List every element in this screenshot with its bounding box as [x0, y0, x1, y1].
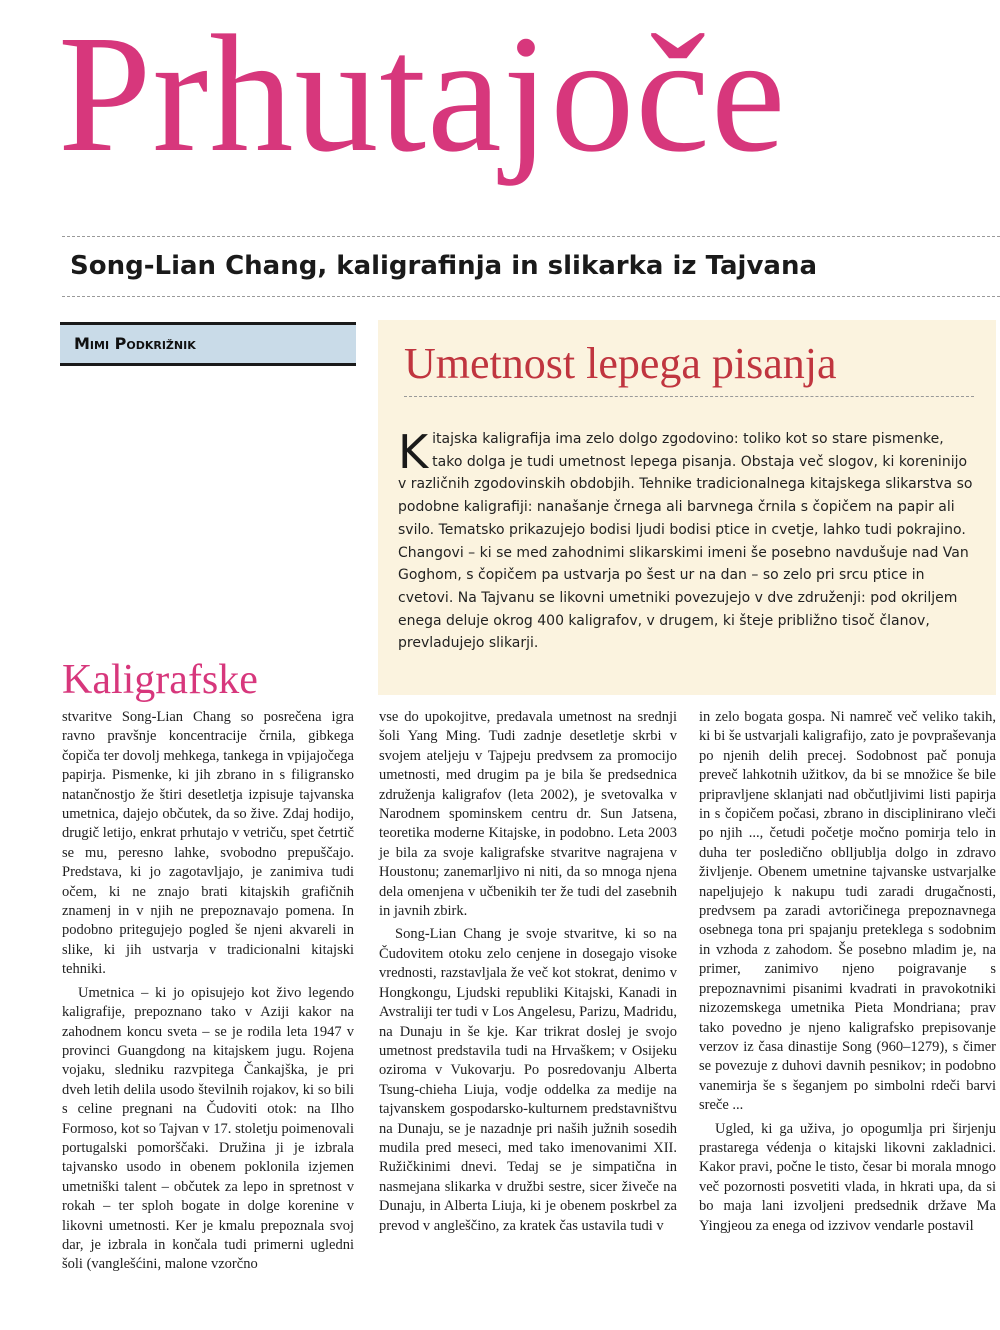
- article-column-3: [699, 708, 996, 1240]
- divider-subtitle: [62, 296, 1000, 297]
- sidebar-body: itajska kaligrafija ima zelo dolgo zgodovino: toliko kot so stare pismenke, tako dolga je tudi umetnost lepega pisanja. Obstaja več slogov, ki koreninijo v različnih zgodovinskih obdobjih. Tehnike tradicionalnega kitajskega slikarstva so podobne kaligrafiji: nanašanje črnega ali barvnega črnila s čopičem na papir ali svilo. Tematsko prikazujejo bodisi ljudi bodisi ptice in cvetje, lahko tudi pokrajino. Changovi – ki se med zahodnimi slikarskimi imeni še posebno navdušuje nad Van Goghom, s čopičem pa ustvarja po šest ur na dan – so zelo pri srcu ptice in cvetovi. Na Tajvanu se likovni umetniki povezujejo v dve združenji: pod okriljem enega deluje okrog 400 kaligrafov, v drugem, ki šteje približno tisoč članov, prevladujejo slikarji.: [398, 431, 973, 652]
- divider-top: [62, 236, 1000, 237]
- paragraph: vse do upokojitve, predavala umetnost na srednji šoli Yang Ming. Tudi zadnje desetletje skrbi v svojem ateljeju v Tajpeju predvsem za promocijo umetnosti, med drugim pa je bila še predsednica združenja kaligrafov (leta 2002), je svetovalka v Narodnem spominskem centru dr. Sun Jatsena, teoretika moderne Kitajske, in podobno. Leta 2003 je bila za svoje kaligrafske stvaritve nagrajena v Houstonu; zanemarljivo ni niti, da so mnoga njena dela omenjena v učbenikih ter že tudi del zasebnih in javnih zbirk.: [379, 709, 677, 920]
- paragraph: Song-Lian Chang je svoje stvaritve, ki so na Čudovitem otoku zelo cenjene in dosegajo visoke vrednosti, razstavljala že več kot stokrat, denimo v Hongkongu, Ljudski republiki Kitajski, Kanadi in Avstraliji ter tudi v Los Angelesu, Parizu, Madridu, na Dunaju in še kje. Kar trikrat doslej je svojo umetnost predstavila tudi na Hrvaškem; v Osijeku oziroma v Vukovarju. Po posredovanju Alberta Tsung-chieha Liuja, vodje oddelka za medije na tajvanskem gospodarsko-kulturnem predstavništvu na Dunaju, se je nazadnje pri naših južnih sosedih mudila pred meseci, med tako imenovanimi XII. Ružičkinimi dnevi. Tedaj se je simpatična in nasmejana slikarka v družbi sestre, sicer živeče na Dunaju, in Alberta Liuja, ki je obenem poskrbel za prevod v angleščino, za kratek čas ustavila tudi v: [379, 926, 677, 1234]
- sidebar-box: [378, 320, 996, 695]
- paragraph: in zelo bogata gospa. Ni namreč več veliko takih, ki bi še ustvarjali kaligrafijo, zato je povpraševanja po njenih delih precej. Sodobnost pač ponuja preveč lahkotnih užitkov, da bi se množice še bile pripravljene sklanjati nad občutljivimi listi papirja in s čopičem počasi, zbrano in disciplinirano vleči po njih ..., četudi početje močno pomirja telo in duha ter posledično oblljublja dolgo in zdravo življenje. Obenem umetnine tajvanske ustvarjalke napeljujejo k nakupu tudi zaradi drugačnosti, predvsem pa zaradi avtoričinega prepoznavnega osebnega tona pri spajanju preteklega s sodobnim in vzhoda z zahodom. Še posebno mladim je, na primer, zanimivo njeno poigravanje s prepoznavnimi pisanimi kvadrati in pravokotniki nizozemskega umetnika Pieta Mondriana; prav tako povedno je njeno kaligrafsko prepisovanje verzov iz časa dinastije Song (960–1279), s čimer se povezuje z duhovi davnih pesnikov; in podobno vanemirja še s šeganjem po simbolni rdeči barvi sreče ...: [699, 709, 996, 1114]
- page-title: Prhutajoče: [58, 1, 787, 187]
- article-column-2: [379, 708, 677, 1240]
- sidebar-heading: Umetnost lepega pisanja: [404, 339, 837, 388]
- author-name: Mimi Podkrižnik: [74, 334, 196, 353]
- section-heading: Kaligrafske: [62, 657, 258, 703]
- sidebar-text: [398, 425, 974, 655]
- paragraph: stvaritve Song-Lian Chang so posrečena igra ravno pravšnje koncentracije črnila, gibkega čopiča ter dovolj mehkega, tankega in vpijajočega papirja. Pismenke, ki jih zbrano in s filigransko natančnostjo že štiri desetletja izpisuje tajvanska umetnica, dajejo občutek, da so žive. Zdaj hodijo, drugič letijo, enkrat prhutajo v vetriču, spet četrtič se mu, peresno lahke, svobodno prepuščajo. Predstava, ki jo zagotavljajo, je zanimiva tudi očem, ki ne znajo brati kitajskih grafičnih znamenj in v njih ne prepoznavajo pomena. In podobno pritegujejo pogled še njeni akvareli in slike, ki jih ustvarja v tradicionalni kitajski tehniki.: [62, 709, 354, 978]
- author-byline: [60, 322, 356, 366]
- sidebar-divider: [404, 396, 974, 397]
- article-column-1: [62, 708, 354, 1279]
- paragraph: Ugled, ki ga uživa, jo opogumlja pri širjenju prastarega védenja o kitajski likovni zakladnici. Kakor pravi, počne le tisto, česar bi morala mnogo več pozornosti posvetiti vlada, in hkrati upa, da si bo maja lani izvoljeni predsednik države Ma Yingjeou za enega od izzivov vendarle postavil: [699, 1120, 996, 1234]
- drop-cap: K: [398, 425, 429, 479]
- article-subtitle: Song-Lian Chang, kaligrafinja in slikarka iz Tajvana: [70, 251, 818, 281]
- paragraph: Umetnica – ki jo opisujejo kot živo legendo kaligrafije, prepoznano tako v Aziji kakor na zahodnem koncu sveta – se je rodila leta 1947 v provinci Guangdong na kitajskem jugu. Rojena vojaku, sledniku razvpitega Čankajška, je pri dveh letih delila usodo številnih rojakov, ki so bili s celine pregnani na Čudoviti otok: na Ilho Formoso, kot so Tajvan v 17. stoletju poimenovali portugalski pomorščaki. Družina ji je izbrala tajvansko usodo in obenem poklonila izjemen umetniški talent – občutek za lepo in spretnost v rokah – ter sploh bogate in dolge korenine v likovni umetnosti. Ker je kmalu prepoznala svoj dar, je izbrala in končala tudi primerni ugledni šoli (vanglešćini, malone vzorčno: [62, 984, 354, 1273]
